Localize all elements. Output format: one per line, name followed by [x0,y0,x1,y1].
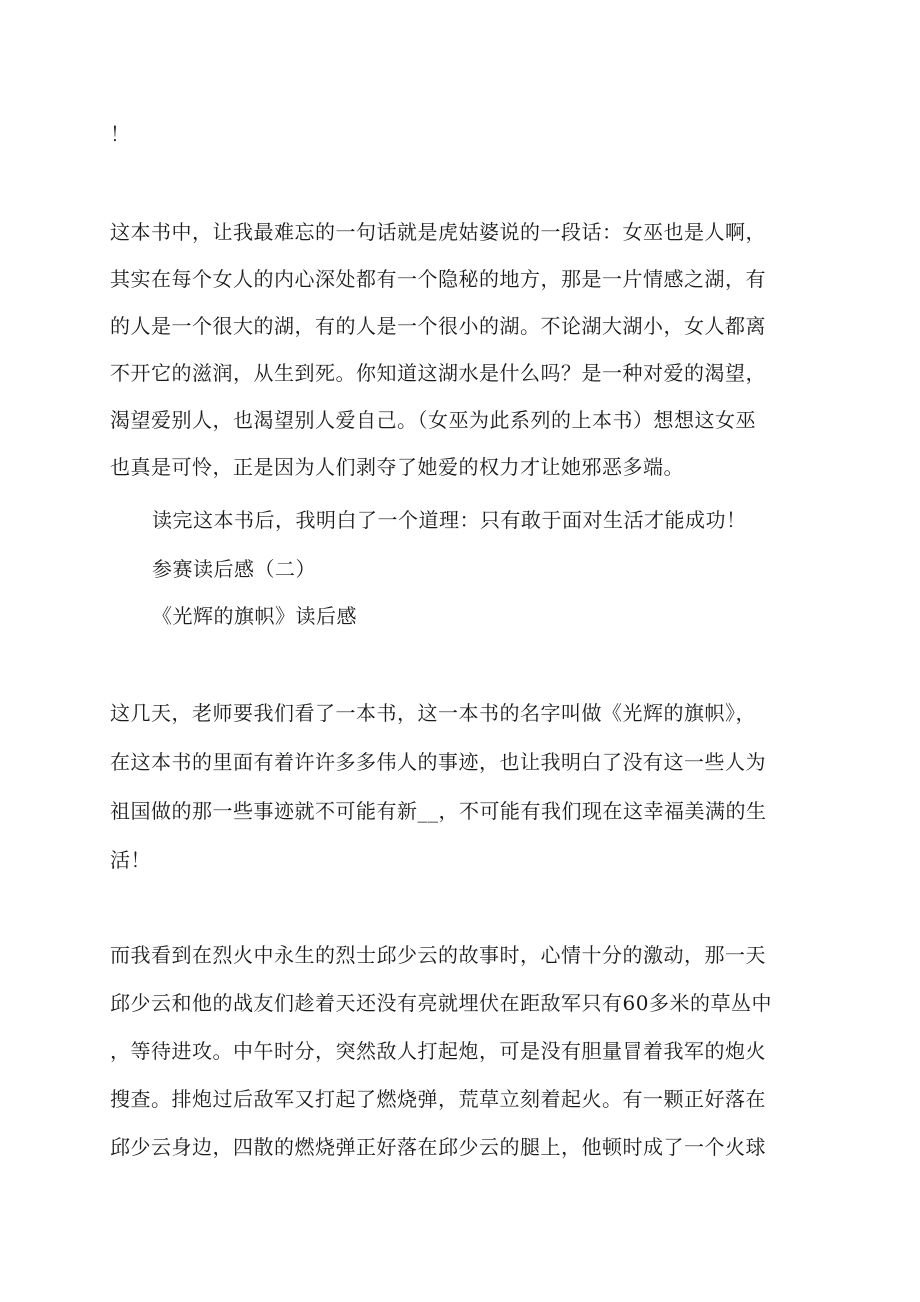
section-heading: 参赛读后感（二） [152,557,316,581]
text-line: 活！ [110,848,151,872]
text-line: 的人是一个很大的湖，有的人是一个很小的湖。不论湖大湖小，女人都离 [110,314,766,338]
text-line: 邱少云身边，四散的燃烧弹正好落在邱少云的腿上，他顿时成了一个火球 [110,1135,766,1159]
conclusion-line: 读完这本书后，我明白了一个道理：只有敢于面对生活才能成功！ [152,508,747,532]
text-line: ，等待进攻。中午时分，突然敌人打起炮，可是没有胆量冒着我军的炮火 [110,1039,766,1063]
text-line: 这几天，老师要我们看了一本书，这一本书的名字叫做《光辉的旗帜》， [110,701,756,725]
text-line: 邱少云和他的战友们趁着天还没有亮就埋伏在距敌军只有60多米的草丛中 [110,991,772,1015]
text-line: 渴望爱别人，也渴望别人爱自己。（女巫为此系列的上本书）想想这女巫 [110,408,756,432]
text-line: 其实在每个女人的内心深处都有一个隐秘的地方，那是一片情感之湖，有 [110,267,766,291]
text-line: 祖国做的那一些事迹就不可能有新__，不可能有我们现在这幸福美满的生 [110,799,767,823]
essay-title: 《光辉的旗帜》读后感 [152,604,357,628]
text-line: ！ [110,122,131,146]
text-line: 也真是可怜，正是因为人们剥夺了她爱的权力才让她邪恶多端。 [110,455,684,479]
text-line: 搜查。排炮过后敌军又打起了燃烧弹，荒草立刻着起火。有一颗正好落在 [110,1087,766,1111]
text-line: 而我看到在烈火中永生的烈士邱少云的故事时，心情十分的激动，那一天 [110,943,766,967]
text-line: 在这本书的里面有着许许多多伟人的事迹，也让我明白了没有这一些人为 [110,750,766,774]
text-line: 不开它的滋润，从生到死。你知道这湖水是什么吗？是一种对爱的渴望， [110,361,766,385]
text-line: 这本书中，让我最难忘的一句话就是虎姑婆说的一段话：女巫也是人啊， [110,220,766,244]
